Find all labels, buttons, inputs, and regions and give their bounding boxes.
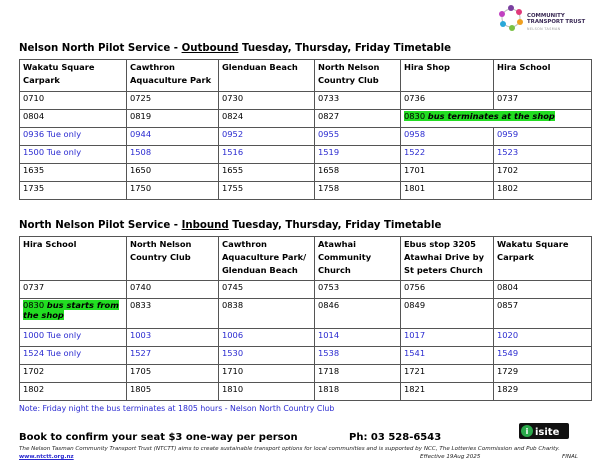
column-header: Hira School xyxy=(20,237,127,281)
timetable-row xyxy=(20,92,592,110)
time-cell: 1702 xyxy=(494,164,592,182)
column-header: North Nelson Country Club xyxy=(127,237,219,281)
phone-number: Ph: 03 528-6543 xyxy=(349,432,442,443)
time-cell: 1710 xyxy=(219,365,315,383)
time-cell: 1003 xyxy=(127,329,219,347)
highlight-note: 0830 bus starts from the shop xyxy=(23,300,119,320)
time-cell: 1006 xyxy=(219,329,315,347)
time-cell: 1522 xyxy=(401,146,494,164)
logo-text: COMMUNITY TRANSPORT TRUST xyxy=(527,13,586,26)
time-cell: 0740 xyxy=(127,281,219,299)
time-cell: 1829 xyxy=(494,383,592,401)
time-cell: 0846 xyxy=(315,299,401,329)
inbound-timetable xyxy=(19,236,592,401)
column-header: Atawhai Community Church xyxy=(315,237,401,281)
time-cell: 0936 Tue only xyxy=(20,128,127,146)
time-cell: 1755 xyxy=(219,182,315,200)
time-cell: 0819 xyxy=(127,110,219,128)
time-cell: 1516 xyxy=(219,146,315,164)
timetable-row xyxy=(20,164,592,182)
website-link[interactable]: www.ntctt.org.nz xyxy=(19,454,74,460)
time-cell: 1802 xyxy=(494,182,592,200)
footer-text: The Nelson Tasman Community Transport Trust (NTCTT) aims to create sustainable transport options for local communities and is supported by NCC, The Lotteries Commission and Pub Charity. xyxy=(19,446,560,452)
time-cell: 1718 xyxy=(315,365,401,383)
time-cell: 1729 xyxy=(494,365,592,383)
time-cell: 0944 xyxy=(127,128,219,146)
time-cell: 1530 xyxy=(219,347,315,365)
column-header: Glenduan Beach xyxy=(219,60,315,92)
time-cell: 0804 xyxy=(20,110,127,128)
timetable-row xyxy=(20,182,592,200)
svg-text:i: i xyxy=(525,427,529,436)
time-cell: 1508 xyxy=(127,146,219,164)
time-cell: 0745 xyxy=(219,281,315,299)
booking-text: Book to confirm your seat $3 one-way per person xyxy=(19,432,298,443)
time-cell: 1810 xyxy=(219,383,315,401)
time-cell: 0959 xyxy=(494,128,592,146)
time-cell: 0737 xyxy=(494,92,592,110)
friday-note: Note: Friday night the bus terminates at 1805 hours - Nelson North Country Club xyxy=(19,404,335,413)
column-header: Ebus stop 3205 Atawhai Drive by St peters Church xyxy=(401,237,494,281)
timetable-row xyxy=(20,347,592,365)
time-cell: 1655 xyxy=(219,164,315,182)
time-cell: 0824 xyxy=(219,110,315,128)
time-cell: 1519 xyxy=(315,146,401,164)
time-cell: 1014 xyxy=(315,329,401,347)
time-cell: 1758 xyxy=(315,182,401,200)
time-cell: 0753 xyxy=(315,281,401,299)
time-cell: 1705 xyxy=(127,365,219,383)
column-header: North Nelson Country Club xyxy=(315,60,401,92)
time-cell: 1735 xyxy=(20,182,127,200)
time-cell: 0955 xyxy=(315,128,401,146)
time-cell: 1802 xyxy=(20,383,127,401)
timetable-row xyxy=(20,383,592,401)
time-cell: 0736 xyxy=(401,92,494,110)
time-cell: 1650 xyxy=(127,164,219,182)
time-cell: 0756 xyxy=(401,281,494,299)
time-cell: 0804 xyxy=(494,281,592,299)
time-cell: 1701 xyxy=(401,164,494,182)
effective-date: Effective 19Aug 2025 xyxy=(420,454,481,460)
time-cell: 1541 xyxy=(401,347,494,365)
timetable-row xyxy=(20,128,592,146)
footer xyxy=(19,445,579,461)
time-cell: 1020 xyxy=(494,329,592,347)
time-cell: 1524 Tue only xyxy=(20,347,127,365)
logo-ring-icon xyxy=(497,3,525,33)
time-cell: 0849 xyxy=(401,299,494,329)
time-cell: 1658 xyxy=(315,164,401,182)
isite-logo xyxy=(519,423,569,439)
time-cell xyxy=(20,299,127,329)
time-cell: 1500 Tue only xyxy=(20,146,127,164)
column-header: Wakatu Square Carpark xyxy=(20,60,127,92)
column-header: Wakatu Square Carpark xyxy=(494,237,592,281)
svg-text:isite: isite xyxy=(535,427,560,438)
time-cell: 1801 xyxy=(401,182,494,200)
time-cell: 1818 xyxy=(315,383,401,401)
column-header: Hira School xyxy=(494,60,592,92)
time-cell: 1721 xyxy=(401,365,494,383)
time-cell: 0730 xyxy=(219,92,315,110)
time-cell: 0733 xyxy=(315,92,401,110)
ctt-logo xyxy=(497,3,597,37)
inbound-title: North Nelson Pilot Service - Inbound Tuesday, Thursday, Friday Timetable xyxy=(19,220,442,231)
time-cell: 1702 xyxy=(20,365,127,383)
timetable-row xyxy=(20,365,592,383)
time-cell xyxy=(401,110,592,128)
time-cell: 0857 xyxy=(494,299,592,329)
time-cell: 1549 xyxy=(494,347,592,365)
time-cell: 1000 Tue only xyxy=(20,329,127,347)
time-cell: 1750 xyxy=(127,182,219,200)
outbound-timetable xyxy=(19,59,592,200)
timetable-row xyxy=(20,299,592,329)
time-cell: 0827 xyxy=(315,110,401,128)
time-cell: 1538 xyxy=(315,347,401,365)
column-header: Hira Shop xyxy=(401,60,494,92)
time-cell: 0725 xyxy=(127,92,219,110)
time-cell: 1821 xyxy=(401,383,494,401)
timetable-row xyxy=(20,281,592,299)
time-cell: 0838 xyxy=(219,299,315,329)
highlight-note: 0830 bus terminates at the shop xyxy=(404,111,555,121)
timetable-row xyxy=(20,146,592,164)
time-cell: 1523 xyxy=(494,146,592,164)
time-cell: 1527 xyxy=(127,347,219,365)
timetable-row xyxy=(20,329,592,347)
time-cell: 0710 xyxy=(20,92,127,110)
column-header: Cawthron Aquaculture Park xyxy=(127,60,219,92)
time-cell: 0737 xyxy=(20,281,127,299)
time-cell: 0958 xyxy=(401,128,494,146)
column-header: Cawthron Aquaculture Park/ Glenduan Beach xyxy=(219,237,315,281)
time-cell: 0833 xyxy=(127,299,219,329)
logo-subtitle: NELSON TASMAN xyxy=(527,27,561,31)
time-cell: 1017 xyxy=(401,329,494,347)
time-cell: 1805 xyxy=(127,383,219,401)
time-cell: 1635 xyxy=(20,164,127,182)
outbound-title: Nelson North Pilot Service - Outbound Tuesday, Thursday, Friday Timetable xyxy=(19,43,452,54)
timetable-row xyxy=(20,110,592,128)
time-cell: 0952 xyxy=(219,128,315,146)
status-label: FINAL xyxy=(562,454,578,460)
